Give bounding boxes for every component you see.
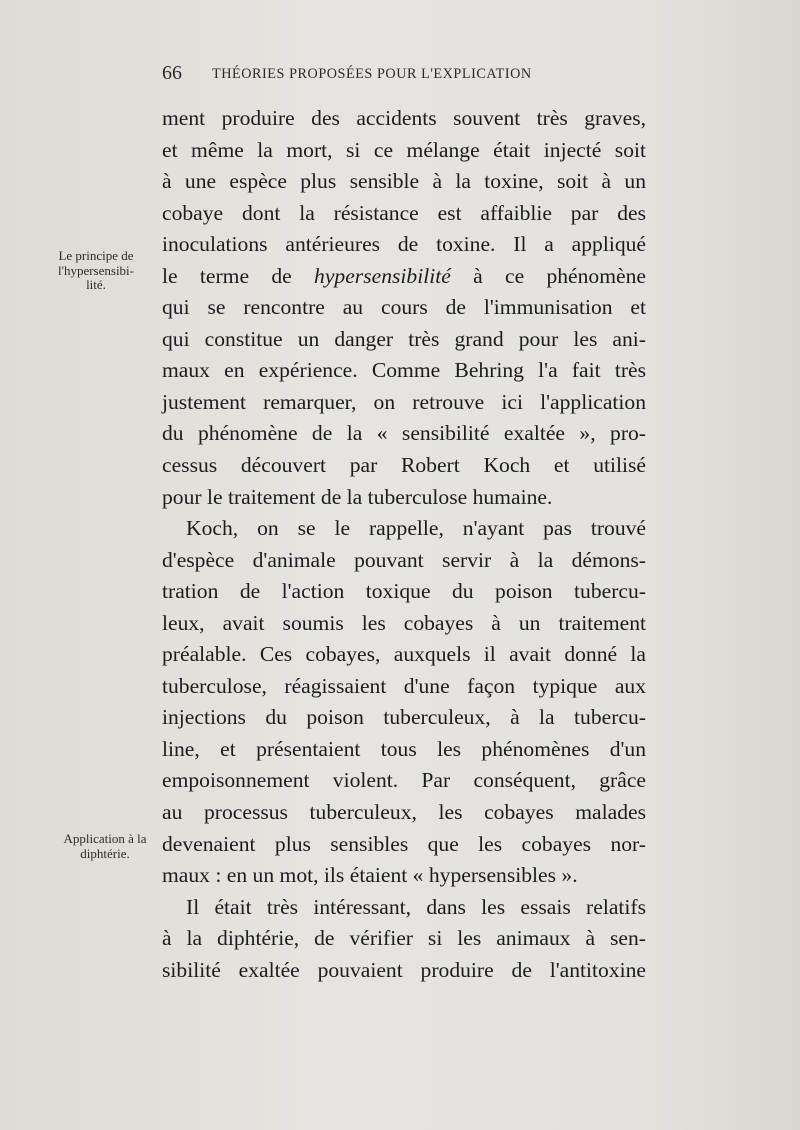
text-line: justement remarquer, on retrouve ici l'application bbox=[162, 389, 646, 414]
text-line: tuberculose, réagissaient d'une façon typique aux bbox=[162, 673, 646, 698]
margin-note-line: lité. bbox=[86, 277, 106, 292]
running-title: THÉORIES PROPOSÉES POUR L'EXPLICATION bbox=[212, 66, 532, 82]
text-line: leux, avait soumis les cobayes à un traitement bbox=[162, 610, 646, 635]
margin-note-diphtheria bbox=[38, 832, 172, 861]
margin-note-line: Le principe de bbox=[58, 248, 134, 263]
text-line: cessus découvert par Robert Koch et utilisé bbox=[162, 453, 646, 478]
text-line: d'espèce d'animale pouvant servir à la démons- bbox=[162, 547, 646, 572]
italic-term: hypersensibilité bbox=[314, 263, 451, 288]
body-text bbox=[162, 103, 646, 986]
text-line: à une espèce plus sensible à la toxine, soit à un bbox=[162, 169, 646, 194]
text-line: au processus tuberculeux, les cobayes malades bbox=[162, 800, 646, 825]
text-line: empoisonnement violent. Par conséquent, grâce bbox=[162, 768, 646, 793]
text-line: préalable. Ces cobayes, auxquels il avait donné la bbox=[162, 642, 646, 667]
margin-note-line: diphtérie. bbox=[80, 845, 130, 861]
text-line: line, et présentaient tous les phénomènes d'un bbox=[162, 736, 646, 761]
paragraph-2 bbox=[162, 513, 646, 892]
page-number: 66 bbox=[162, 62, 182, 84]
margin-note-hypersensibility bbox=[28, 249, 164, 293]
text-line: pour le traitement de la tuberculose humaine. bbox=[162, 484, 553, 509]
text-line: injections du poison tuberculeux, à la tubercu- bbox=[162, 705, 646, 730]
text-line: devenaient plus sensibles que les cobayes nor- bbox=[162, 831, 646, 856]
text-line: qui se rencontre au cours de l'immunisation et bbox=[162, 295, 646, 320]
paragraph-3 bbox=[162, 892, 646, 987]
margin-note-line: l'hypersensibi- bbox=[58, 262, 134, 278]
text-line: maux en expérience. Comme Behring l'a fait très bbox=[162, 358, 646, 383]
paragraph-1 bbox=[162, 103, 646, 513]
text-line: ment produire des accidents souvent très graves, bbox=[162, 106, 646, 130]
page-header bbox=[162, 62, 654, 86]
text-line: maux : en un mot, ils étaient « hypersensibles ». bbox=[162, 863, 578, 888]
text-line: du phénomène de la « sensibilité exaltée », pro- bbox=[162, 421, 646, 446]
text-line: le terme de hypersensibilité à ce phénomène bbox=[162, 263, 646, 288]
text-line: Il était très intéressant, dans les essais relatifs bbox=[186, 894, 646, 919]
text-line: sibilité exaltée pouvaient produire de l'antitoxine bbox=[162, 957, 646, 982]
text-line: tration de l'action toxique du poison tubercu- bbox=[162, 579, 646, 604]
text-line: Koch, on se le rappelle, n'ayant pas trouvé bbox=[186, 516, 646, 541]
text-line: et même la mort, si ce mélange était injecté soit bbox=[162, 137, 646, 162]
text-line: qui constitue un danger très grand pour les ani- bbox=[162, 326, 646, 351]
text-line: inoculations antérieures de toxine. Il a appliqué bbox=[162, 232, 646, 257]
text-line: à la diphtérie, de vérifier si les animaux à sen- bbox=[162, 926, 646, 951]
text-line: cobaye dont la résistance est affaiblie par des bbox=[162, 200, 646, 225]
margin-note-line: Application à la bbox=[63, 831, 147, 846]
